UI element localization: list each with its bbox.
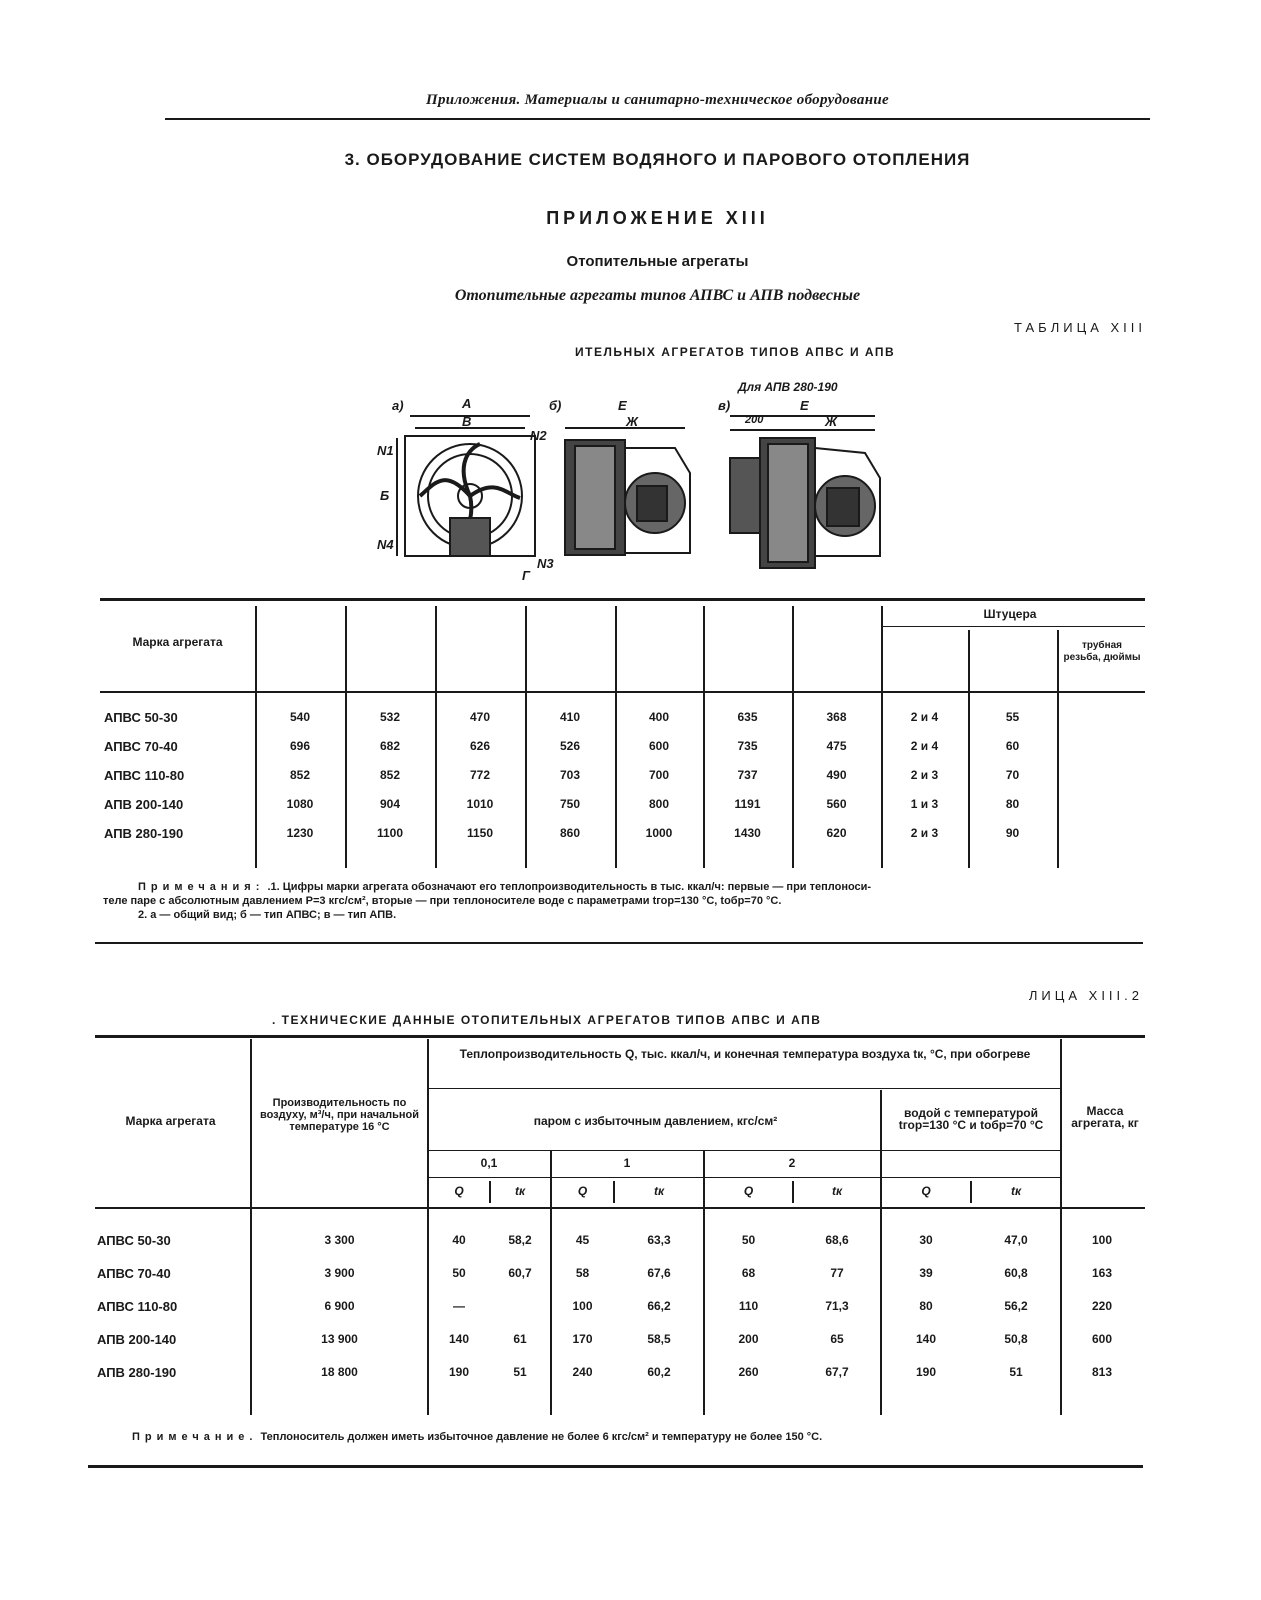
t2-header-q: Q [743, 1184, 754, 1198]
table2-row-name: АПВ 200-140 [97, 1332, 177, 1347]
table1-cell: 490 [826, 768, 847, 782]
side-view-b-drawing [565, 428, 690, 555]
table2-air: 18 800 [321, 1365, 358, 1379]
table1-cell: 55 [1005, 710, 1020, 724]
table2-cell: 58 [575, 1266, 590, 1280]
table2-cell: 80 [919, 1299, 933, 1313]
table2-cell: 63,3 [647, 1233, 671, 1247]
table1-cell: 526 [559, 739, 581, 753]
table1-cell: 1010 [466, 797, 494, 811]
table2-cell: 67,6 [647, 1266, 671, 1280]
table2-row-name: АПВ 280-190 [97, 1365, 177, 1380]
table1-label: ТАБЛИЦА XIII [1014, 320, 1146, 335]
running-head: Приложения. Материалы и санитарно-техническое оборудование [426, 92, 889, 108]
table2-cell: 100 [572, 1299, 593, 1313]
table2-cell: 58,5 [647, 1332, 671, 1346]
t2-header-q: Q [454, 1184, 464, 1198]
table2-caption: . ТЕХНИЧЕСКИЕ ДАННЫЕ ОТОПИТЕЛЬНЫХ АГРЕГАТОВ ТИПОВ АПВС И АПВ [272, 1013, 822, 1027]
dim-e-b: Е [618, 398, 627, 413]
table2-cell: 30 [919, 1233, 933, 1247]
table1-cell: 703 [559, 768, 581, 782]
table2-cell: 56,2 [1004, 1299, 1028, 1313]
t2-header-air: Производительность по воздуху, м³/ч, при начальной температуре 16 °С [259, 1097, 420, 1133]
table1-cell: 620 [826, 826, 847, 840]
t2-header-tk: tк [653, 1184, 665, 1198]
table1-row-name: АПВС 110-80 [104, 768, 185, 783]
dim-n4: N4 [377, 537, 394, 552]
table2-cell: 50 [452, 1266, 466, 1280]
dim-b: Б [380, 488, 390, 503]
table1-cell: 1230 [286, 826, 314, 840]
t2-header-heat: Теплопроизводительность Q, тыс. ккал/ч, и конечная температура воздуха tк, °С, при обогреве [459, 1047, 1031, 1061]
table1-cell: 2 и 3 [910, 768, 939, 782]
t2-note-prefix: Примечание. [132, 1431, 258, 1443]
table1-cell: 368 [826, 710, 847, 724]
diagram-label-a: а) [392, 398, 404, 413]
table2-cell: 67,7 [825, 1365, 849, 1379]
t1-header-shtucera: Штуцера [983, 607, 1037, 621]
t2-header-tk: tк [831, 1184, 843, 1198]
table2-cell: 51 [513, 1365, 527, 1379]
table1-notes [100, 880, 1145, 922]
dim-a: А [462, 396, 472, 411]
table1-bottom-rule [95, 942, 1143, 944]
dim-n2: N2 [530, 428, 547, 443]
table2-mass: 163 [1091, 1266, 1113, 1280]
table1-cell: 60 [1005, 739, 1020, 753]
table2 [95, 1035, 1145, 1415]
table2-mass: 813 [1091, 1365, 1113, 1379]
t2-header-q: Q [577, 1184, 588, 1198]
table1-cell: 635 [737, 710, 758, 724]
table2-cell: 260 [738, 1365, 759, 1379]
table1-cell: 470 [469, 710, 491, 724]
table1-top-rule [100, 598, 1145, 601]
subtitle: Отопительные агрегаты [566, 253, 749, 270]
table2-air: 3 300 [324, 1233, 355, 1247]
table1-cell: 532 [379, 710, 401, 724]
diagram-label-b: б) [549, 398, 562, 413]
front-view-drawing [397, 416, 535, 556]
table1-cell: 852 [289, 768, 311, 782]
table2-cell: 110 [738, 1299, 759, 1313]
diagram-label-v: в) [718, 398, 731, 413]
table2-row-name: АПВС 110-80 [97, 1299, 178, 1314]
t2-header-bottom [95, 1207, 1145, 1209]
t2-header-marka: Марка агрегата [125, 1114, 216, 1128]
table1-cell: 735 [737, 739, 758, 753]
col-sep [427, 1039, 429, 1415]
table1-cell: 2 и 3 [910, 826, 939, 840]
table2-mass: 220 [1091, 1299, 1113, 1313]
note-prefix: Примечания: [138, 881, 265, 893]
table1-row-name: АПВС 50-30 [104, 710, 178, 725]
table1-cell: 860 [559, 826, 581, 840]
table2-cell: 60,7 [508, 1266, 532, 1280]
t2-header-tk: tк [514, 1184, 526, 1198]
table1-cell: 1430 [734, 826, 761, 840]
table1-row-name: АПВС 70-40 [104, 739, 178, 754]
table2-cell: 60,2 [647, 1365, 671, 1379]
table1-cell: 737 [737, 768, 758, 782]
dim-zh-v: Ж [825, 414, 838, 429]
table2-cell: 58,2 [508, 1233, 532, 1247]
table2-cell: 68 [741, 1266, 756, 1280]
dim-v: В [462, 414, 472, 429]
t1-header-marka: Марка агрегата [132, 635, 223, 649]
col-sep [1060, 1039, 1062, 1415]
table2-cell: 61 [513, 1332, 527, 1346]
table1-cell: 400 [648, 710, 670, 724]
table2-cell: 50 [741, 1233, 756, 1247]
table1-cell: 852 [379, 768, 401, 782]
t2-header-steam: паром с избыточным давлением, кгс/см² [533, 1114, 778, 1128]
table1-cell: 1080 [286, 797, 314, 811]
t2-pressure-2: 1 [623, 1156, 631, 1170]
table2-cell: 60,8 [1004, 1266, 1028, 1280]
table1-cell: 700 [648, 768, 670, 782]
table1-cell: 2 и 4 [910, 710, 939, 724]
table1-cell: 772 [469, 768, 491, 782]
table1-cell: 70 [1005, 768, 1020, 782]
table1-cell: 80 [1005, 797, 1020, 811]
t2-header-water: водой с температурой tгор=130 °С и tобр=70 °С [898, 1106, 1044, 1132]
table1-cell: 2 и 4 [910, 739, 939, 753]
table1-shtucera-rule [882, 626, 1145, 627]
page-bottom-rule [88, 1465, 1143, 1468]
table2-cell: 66,2 [647, 1299, 671, 1313]
dim-e-v: Е [800, 398, 809, 413]
table1-cell: 475 [826, 739, 847, 753]
dim-n1: N1 [377, 443, 394, 458]
table1-cell: 600 [648, 739, 670, 753]
dim-200: 200 [745, 414, 764, 426]
subtitle-italic: Отопительные агрегаты типов АПВС и АПВ подвесные [454, 287, 861, 304]
table1-cell: 560 [826, 797, 847, 811]
table2-cell: 71,3 [825, 1299, 849, 1313]
table1-cell: 904 [379, 797, 401, 811]
section-title: 3. ОБОРУДОВАНИЕ СИСТЕМ ВОДЯНОГО И ПАРОВОГО ОТОПЛЕНИЯ [344, 150, 971, 169]
t2-rule-heat [428, 1088, 1060, 1089]
table2-cell: 200 [738, 1332, 759, 1346]
table1-row-name: АПВ 200-140 [104, 797, 184, 812]
t2-header-q: Q [921, 1184, 931, 1198]
table2-cell: 190 [448, 1365, 470, 1379]
table1-cell: 1 и 3 [910, 797, 939, 811]
table2-cell: 190 [915, 1365, 937, 1379]
table1-cell: 626 [469, 739, 491, 753]
table1-cell: 1100 [376, 826, 404, 840]
table1-cell: 410 [559, 710, 581, 724]
table2-cell: 50,8 [1004, 1332, 1028, 1346]
t2-header-tk: tк [1010, 1184, 1022, 1198]
table1-note-line2: теле паре с абсолютным давлением P=3 кгс/см², вторые — при теплоносителе воде с параметрами tгор=130 °С, tобр=70 °С. [103, 895, 782, 907]
table1-cell: 682 [379, 739, 401, 753]
col-sep [1057, 630, 1059, 868]
note-text-1: .1. Цифры марки агрегата обозначают его теплопроизводительность в тыс. ккал/ч: первые — при теплоноси- [267, 881, 872, 893]
table2-mass: 100 [1091, 1233, 1113, 1247]
table2-cell: 47,0 [1004, 1233, 1028, 1247]
t2-header-mass: Масса агрегата, кг [1071, 1104, 1139, 1130]
table2-cell: 170 [572, 1332, 593, 1346]
t2-rule-pressure [428, 1150, 1060, 1151]
table2-air: 13 900 [321, 1332, 358, 1346]
t2-top-rule [95, 1035, 1145, 1038]
table2-cell: 140 [448, 1332, 470, 1346]
table1-note-line1 [100, 880, 1145, 894]
t2-rule-qt [428, 1177, 1060, 1178]
table2-cell: 65 [830, 1332, 844, 1346]
table2-cell: 68,6 [825, 1233, 849, 1247]
table1-caption: ИТЕЛЬНЫХ АГРЕГАТОВ ТИПОВ АПВС И АПВ [575, 345, 896, 359]
table2-cell: — [453, 1299, 465, 1313]
t2-pressure-1: 0,1 [480, 1156, 498, 1170]
table2-cell: 77 [830, 1266, 844, 1280]
t2-note-text: Теплоноситель должен иметь избыточное давление не более 6 кгс/см² и температуру не более 150 °С. [260, 1431, 823, 1443]
table2-mass: 600 [1091, 1332, 1113, 1346]
t2-pressure-3: 2 [788, 1156, 796, 1170]
table1-row-name: АПВ 280-190 [104, 826, 184, 841]
dim-g: Г [522, 568, 530, 583]
table2-cell: 240 [572, 1365, 593, 1379]
table1-note-line3: 2. а — общий вид; б — тип АПВС; в — тип АПВ. [138, 909, 397, 921]
diagram-note: Для АПВ 280-190 [738, 380, 838, 394]
table2-cell: 51 [1009, 1365, 1023, 1379]
table2-row-name: АПВС 50-30 [97, 1233, 171, 1248]
table2-cell: 39 [919, 1266, 933, 1280]
table2-cell: 140 [915, 1332, 937, 1346]
table2-cell: 40 [452, 1233, 466, 1247]
table2-air: 6 900 [324, 1299, 355, 1313]
table2-label: ЛИЦА XIII.2 [1028, 988, 1143, 1003]
table1-cell: 90 [1005, 826, 1020, 840]
table1-cell: 540 [289, 710, 311, 724]
table2-cell: 45 [575, 1233, 590, 1247]
table1-cell: 800 [648, 797, 670, 811]
table1-cell: 1000 [645, 826, 673, 840]
table1 [100, 598, 1145, 868]
side-view-v-drawing [730, 416, 880, 568]
table2-row-name: АПВС 70-40 [97, 1266, 171, 1281]
table1-cell: 1150 [466, 826, 494, 840]
t1-header-truby: трубная резьба, дюймы [1063, 640, 1141, 663]
table2-note [132, 1430, 1142, 1444]
table2-air: 3 900 [324, 1266, 355, 1280]
dim-zh-b: Ж [626, 414, 639, 429]
header-rule [165, 118, 1150, 120]
col-sep [250, 1039, 252, 1415]
table1-cell: 750 [559, 797, 581, 811]
appendix-title: ПРИЛОЖЕНИЕ XIII [546, 208, 769, 228]
table1-cell: 1191 [734, 797, 761, 811]
dim-n3: N3 [537, 556, 554, 571]
table1-cell: 696 [289, 739, 311, 753]
